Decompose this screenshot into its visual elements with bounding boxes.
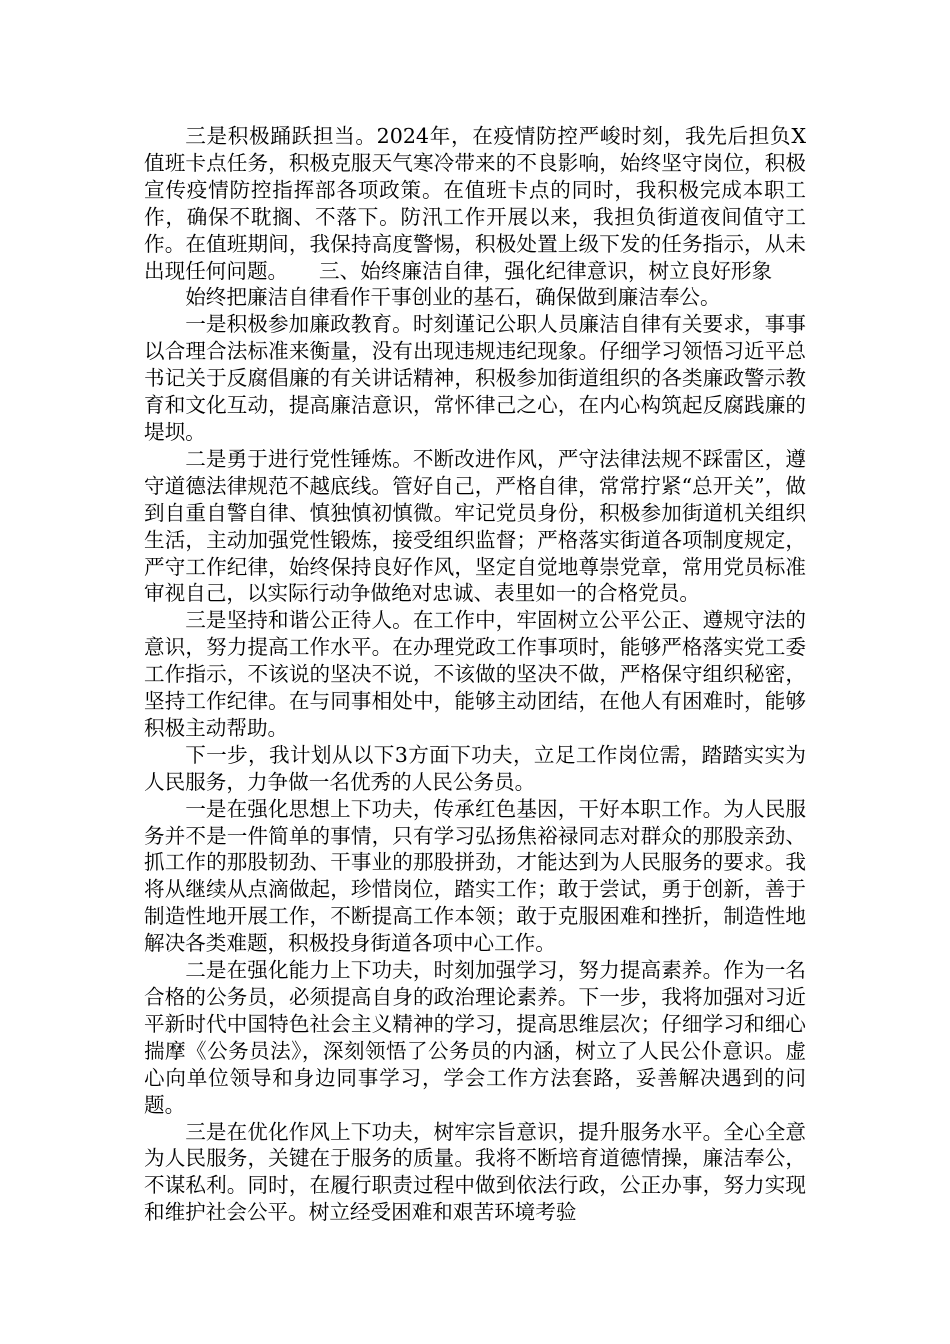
paragraph-integrity-intro: 始终把廉洁自律看作干事创业的基石，确保做到廉洁奉公。 <box>185 285 721 310</box>
paragraph-strengthen-thinking: 一是在强化思想上下功夫，传承红色基因，干好本职工作。为人民服务并不是一件简单的事情，只有学习弘扬焦裕禄同志对群众的那股亲劲、抓工作的那股韧劲、干事业的那股拼劲，才能达到为人民服务的要求。我将从继续从点滴做起，珍惜岗位，踏实工作；敢于尝试，勇于创新，善于制造性地开展工作，不断提高工作本领；敢于克服困难和挫折，制造性地解决各类难题，积极投身街道各项中心工作。 <box>144 796 806 956</box>
paragraph-party-discipline: 二是勇于进行党性锤炼。不断改进作风，严守法律法规不踩雷区，遵守道德法律规范不越底线。管好自己，严格自律，常常拧紧“总开关”，做到自重自警自律、慎独慎初慎微。牢记党员身份，积极参加街道机关组织生活，主动加强党性锻炼，接受组织监督；严格落实街道各项制度规定，严守工作纪律，始终保持良好作风，坚定自觉地尊崇党章，常用党员标准审视自己，以实际行动争做绝对忠诚、表里如一的合格党员。 <box>144 446 806 606</box>
paragraph-next-steps: 下一步，我计划从以下3方面下功夫，立足工作岗位需，踏踏实实为人民服务，力争做一名优秀的人民公务员。 <box>144 742 806 794</box>
paragraph-dedication: 三是积极踊跃担当。2024年，在疫情防控严峻时刻，我先后担负X值班卡点任务，积极克服天气寒冷带来的不良影响，始终坚守岗位，积极宣传疫情防控指挥部各项政策。在值班卡点的同时，我积极完成本职工作，确保不耽搁、不落下。防汛工作开展以来，我担负街道夜间值守工作。在值班期间，我保持高度警惕，积极处置上级下发的任务指示，从未出现任何问题。 三、始终廉洁自律，强化纪律意识，树立良好形象 <box>144 124 806 283</box>
paragraph-fairness: 三是坚持和谐公正待人。在工作中，牢固树立公平公正、遵规守法的意识，努力提高工作水平。在办理党政工作事项时，能够严格落实党工委工作指示，不该说的坚决不说，不该做的坚决不做，严格保守组织秘密，坚持工作纪律。在与同事相处中，能够主动团结，在他人有困难时，能够积极主动帮助。 <box>144 608 806 740</box>
paragraph-strengthen-ability: 二是在强化能力上下功夫，时刻加强学习，努力提高素养。作为一名合格的公务员，必须提高自身的政治理论素养。下一步，我将加强对习近平新时代中国特色社会主义精神的学习，提高思维层次；仔细学习和细心揣摩《公务员法》，深刻领悟了公务员的内涵，树立了人民公仆意识。虚心向单位领导和身边同事学习，学会工作方法套路，妥善解决遇到的问题。 <box>144 958 806 1117</box>
paragraph-integrity-education: 一是积极参加廉政教育。时刻谨记公职人员廉洁自律有关要求，事事以合理合法标准来衡量，没有出现违规违纪现象。仔细学习领悟习近平总书记关于反腐倡廉的有关讲话精神，积极参加街道组织的各类廉政警示教育和文化互动，提高廉洁意识，常怀律己之心，在内心构筑起反腐践廉的堤坝。 <box>144 312 806 444</box>
paragraph-optimize-style: 三是在优化作风上下功夫，树牢宗旨意识，提升服务水平。全心全意为人民服务，关键在于服务的质量。我将不断培育道德情操，廉洁奉公，不谋私利。同时，在履行职责过程中做到依法行政，公正办事，努力实现和维护社会公平。树立经受困难和艰苦环境考验 <box>144 1119 806 1225</box>
document-body <box>144 123 806 1226</box>
